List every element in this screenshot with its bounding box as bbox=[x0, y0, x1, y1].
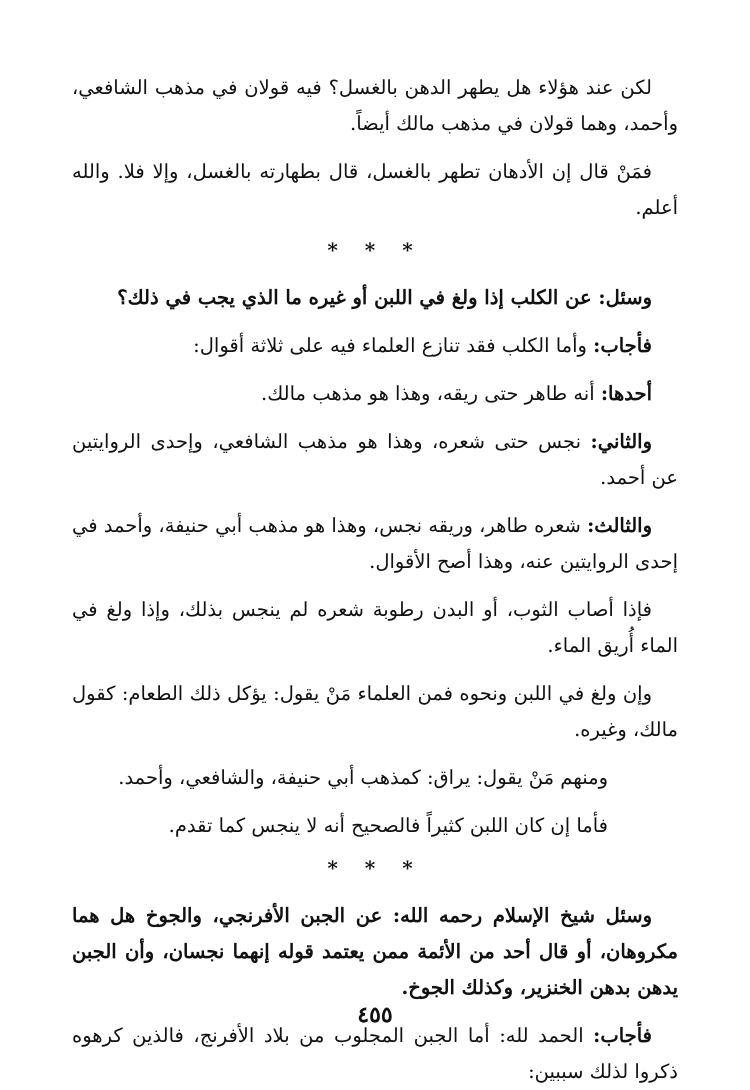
question-text: وسئل: عن الكلب إذا ولغ في اللبن أو غيره ما الذي يجب في ذلك؟ bbox=[117, 286, 652, 309]
question-text: وسئل شيخ الإسلام رحمه الله: عن الجبن الأفرنجي، والجوخ هل هما مكروهان، أو قال أحد من الأئمة ممن يعتمد قوله إنهما نجسان، وأن الجبن يدهن بدهن الخنزير، وكذلك الجوخ. bbox=[72, 904, 678, 999]
paragraph-text: فأما إن كان اللبن كثيراً فالصحيح أنه لا ينجس كما تقدم. bbox=[168, 814, 608, 837]
paragraph-text: فمَنْ قال إن الأدهان تطهر بالغسل، قال بطهارته بالغسل، وإلا فلا. والله أعلم. bbox=[72, 160, 678, 219]
answer-lead: فأجاب: bbox=[593, 1024, 652, 1047]
paragraph-text: لكن عند هؤلاء هل يطهر الدهن بالغسل؟ فيه قولان في مذهب الشافعي، وأحمد، وهما قولان في مذهب مالك أيضاً. bbox=[72, 76, 678, 135]
opinion-lead: والثاني: bbox=[590, 430, 652, 453]
page-number: ٤٥٥ bbox=[357, 1002, 393, 1028]
answer-dog-intro bbox=[72, 328, 678, 364]
answer-lead: فأجاب: bbox=[593, 334, 652, 357]
paragraph-text: وإن ولغ في اللبن ونحوه فمن العلماء مَنْ يقول: يؤكل ذلك الطعام: كقول مالك، وغيره. bbox=[72, 682, 678, 741]
opinion-third bbox=[72, 508, 678, 580]
opinion-second bbox=[72, 424, 678, 496]
paragraph-conclusion bbox=[72, 154, 678, 226]
paragraph-text: ومنهم مَنْ يقول: يراق: كمذهب أبي حنيفة، والشافعي، وأحمد. bbox=[118, 766, 608, 789]
paragraph-text: وأما الكلب فقد تنازع العلماء فيه على ثلاثة أقوال: bbox=[193, 334, 594, 357]
opinion-lead: أحدها: bbox=[600, 382, 652, 405]
paragraph-text: نجس حتى شعره، وهذا هو مذهب الشافعي، وإحدى الروايتين عن أحمد. bbox=[72, 430, 678, 489]
paragraph-text: الحمد لله: أما الجبن المجلوب من بلاد الأفرنج، فالذين كرهوه ذكروا لذلك سببين: bbox=[72, 1024, 678, 1083]
question-dog-licking bbox=[72, 280, 678, 316]
section-separator: * * * bbox=[327, 238, 423, 262]
answer-cheese bbox=[72, 1018, 678, 1090]
paragraph-text: أنه طاهر حتى ريقه، وهذا هو مذهب مالك. bbox=[261, 382, 601, 405]
paragraph-milk bbox=[72, 676, 678, 748]
section-separator: * * * bbox=[327, 856, 423, 880]
paragraph-pour-out bbox=[72, 760, 678, 796]
paragraph-text: شعره طاهر، وريقه نجس، وهذا هو مذهب أبي حنيفة، وأحمد في إحدى الروايتين عنه، وهذا أصح الأقوال. bbox=[72, 514, 678, 573]
question-cheese bbox=[72, 898, 678, 1006]
opinion-first bbox=[72, 376, 678, 412]
paragraph-dahn-washing bbox=[72, 70, 678, 142]
paragraph-much-milk bbox=[72, 808, 678, 844]
paragraph-garment bbox=[72, 592, 678, 664]
opinion-lead: والثالث: bbox=[587, 514, 652, 537]
paragraph-text: فإذا أصاب الثوب، أو البدن رطوبة شعره لم ينجس بذلك، وإذا ولغ في الماء أُريق الماء. bbox=[72, 598, 678, 657]
